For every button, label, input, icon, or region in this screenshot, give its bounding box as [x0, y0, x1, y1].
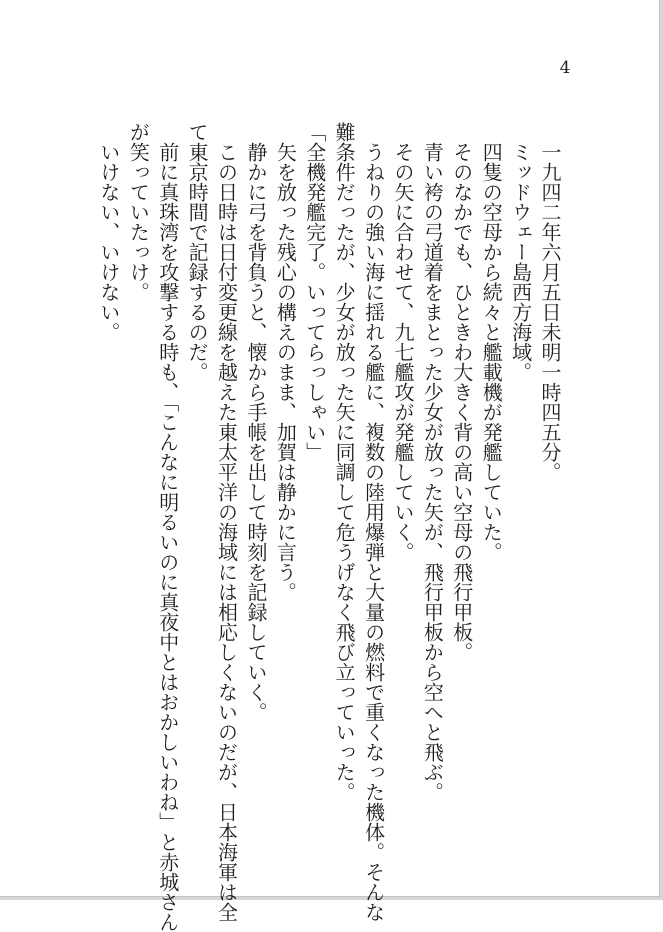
text-line: て東京時間で記録するのだ。 [185, 122, 210, 382]
text-line: ミッドウェー島西方海域。 [508, 122, 533, 382]
text-line: 難条件だったが、少女が放った矢に同調して危うげなく飛び立っていった。 [332, 122, 357, 802]
text-line: この日時は日付変更線を越えた東太平洋の海域には相応しくないのだが、日本海軍は全 [214, 122, 239, 922]
text-line: 「全機発艦完了。いってらっしゃい」 [302, 122, 327, 462]
text-line: 青い袴の弓道着をまとった少女が放った矢が、飛行甲板から空へと飛ぶ。 [420, 122, 445, 802]
vertical-body-text [94, 122, 565, 932]
text-line: いけない、いけない。 [96, 122, 121, 342]
text-line: が笑っていたっけ。 [126, 122, 151, 302]
text-line: 静かに弓を背負うと、懐から手帳を出して時刻を記録していく。 [243, 122, 268, 722]
page-number: 4 [559, 58, 571, 78]
text-line: その矢に合わせて、九七艦攻が発艦していく。 [390, 122, 415, 562]
text-line: 一九四二年六月五日未明一時四五分。 [538, 122, 562, 482]
text-line: 四隻の空母から続々と艦載機が発艦していた。 [479, 122, 504, 562]
text-line: 矢を放った残心の構えのまま、加賀は静かに言う。 [273, 122, 298, 602]
text-line: うねりの強い海に揺れる艦に、複数の陸用爆弾と大量の燃料で重くなった機体。そんな [361, 122, 386, 922]
text-line: 前に真珠湾を攻撃する時も、「こんなに明るいのに真夜中とはおかしいわね」と赤城さん [155, 122, 180, 932]
text-line: そのなかでも、ひときわ大きく背の高い空母の飛行甲板。 [449, 122, 474, 662]
